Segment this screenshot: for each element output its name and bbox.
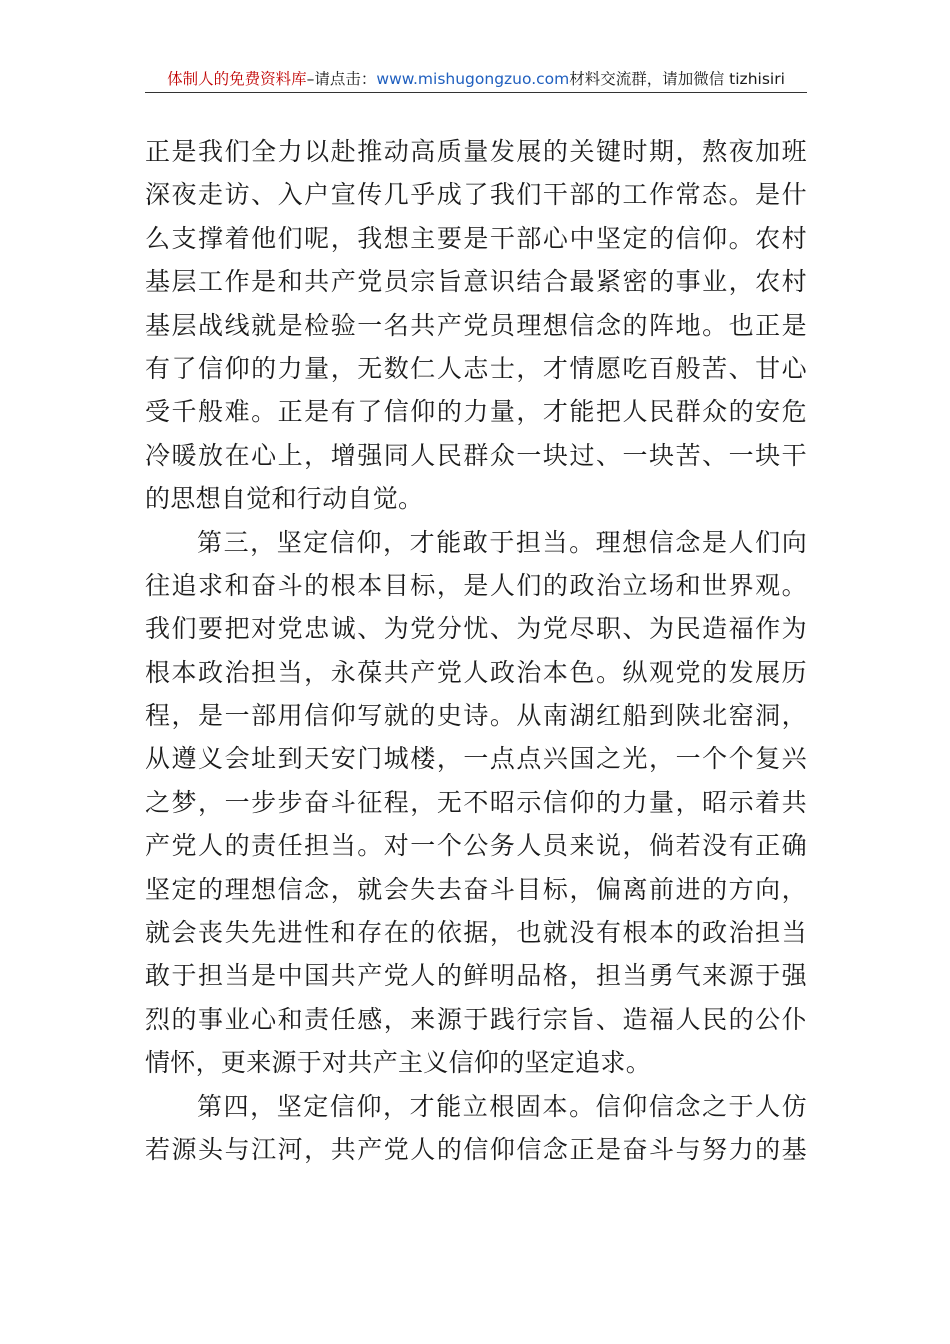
text-line: 根本政治担当，永葆共产党人政治本色。纵观党的发展历	[145, 657, 807, 687]
text-line: 情怀，更来源于对共产主义信仰的坚定追求。	[145, 1048, 652, 1078]
text-line: 从遵义会址到天安门城楼，一点点兴国之光，一个个复兴	[145, 744, 807, 774]
text-line: 正是我们全力以赴推动高质量发展的关键时期，熬夜加班	[145, 137, 807, 166]
text-line: 基层工作是和共产党员宗旨意识结合最紧密的事业，农村	[145, 267, 807, 297]
text-line: 么支撑着他们呢，我想主要是干部心中坚定的信仰。农村	[145, 223, 807, 253]
text-line: 产党人的责任担当。对一个公务人员来说，倘若没有正确	[145, 831, 807, 861]
header-prompt: –请点击：	[306, 70, 377, 88]
header-site-name: 体制人的免费资料库	[167, 70, 307, 88]
page-header	[145, 66, 807, 93]
text-line: 程，是一部用信仰写就的史诗。从南湖红船到陕北窑洞，	[145, 701, 807, 731]
text-line: 若源头与江河，共产党人的信仰信念正是奋斗与努力的基	[145, 1134, 807, 1164]
document-body	[145, 130, 807, 1171]
text-line: 基层战线就是检验一名共产党员理想信念的阵地。也正是	[145, 310, 807, 340]
text-line: 受千般难。正是有了信仰的力量，才能把人民群众的安危	[145, 397, 807, 427]
paragraph-start-line: 第三，坚定信仰，才能敢于担当。理想信念是人们向	[197, 527, 807, 557]
header-url-link[interactable]: www.mishugongzuo.com	[376, 70, 570, 88]
text-line: 往追求和奋斗的根本目标，是人们的政治立场和世界观。	[145, 570, 807, 600]
text-line: 我们要把对党忠诚、为党分忧、为党尽职、为民造福作为	[145, 614, 807, 644]
text-line: 敢于担当是中国共产党人的鲜明品格，担当勇气来源于强	[145, 961, 807, 991]
header-contact-text: 材料交流群，请加微信 tizhisiri	[569, 70, 785, 88]
text-line: 有了信仰的力量，无数仁人志士，才情愿吃百般苦、甘心	[145, 353, 807, 383]
text-line: 冷暖放在心上，增强同人民群众一块过、一块苦、一块干	[145, 440, 807, 470]
text-line: 烈的事业心和责任感，来源于践行宗旨、造福人民的公仆	[145, 1004, 807, 1034]
text-line: 的思想自觉和行动自觉。	[145, 484, 424, 514]
text-line: 就会丧失先进性和存在的依据，也就没有根本的政治担当	[145, 918, 807, 948]
text-line: 坚定的理想信念，就会失去奋斗目标，偏离前进的方向，	[145, 874, 807, 904]
text-line: 深夜走访、入户宣传几乎成了我们干部的工作常态。是什	[145, 180, 807, 210]
paragraph-start-line: 第四，坚定信仰，才能立根固本。信仰信念之于人仿	[197, 1091, 807, 1121]
text-line: 之梦，一步步奋斗征程，无不昭示信仰的力量，昭示着共	[145, 787, 807, 817]
